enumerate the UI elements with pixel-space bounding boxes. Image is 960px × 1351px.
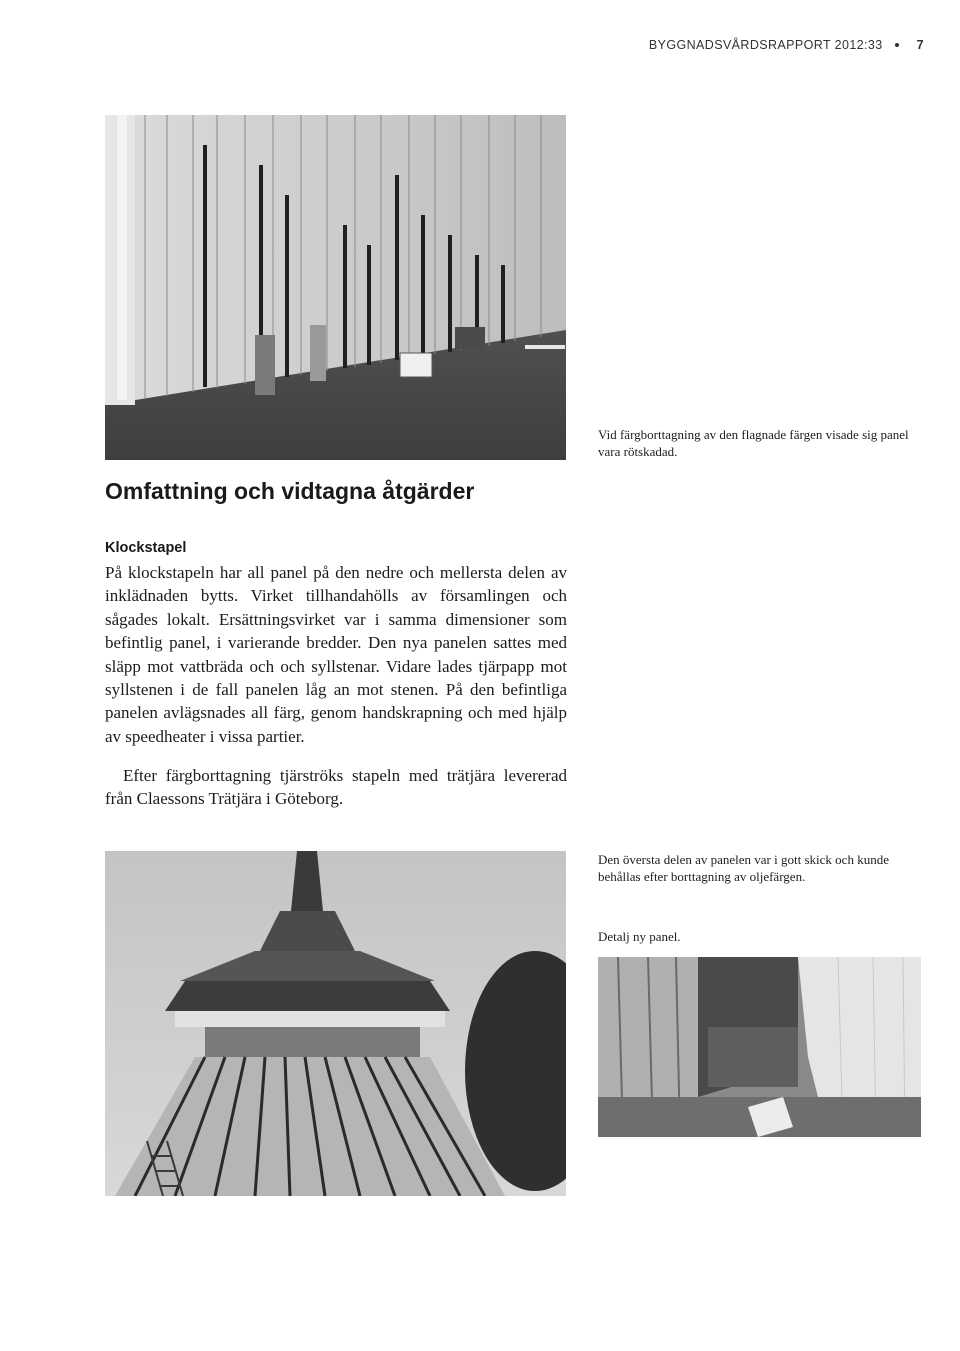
photo-rotten-panel-image bbox=[105, 115, 566, 460]
photo-bell-tower-image bbox=[105, 851, 566, 1196]
photo-bell-tower bbox=[105, 851, 566, 1196]
photo-rotten-panel bbox=[105, 115, 566, 460]
report-title: BYGGNADSVÅRDSRAPPORT 2012:33 bbox=[648, 38, 883, 52]
caption-bell-tower: Den översta delen av panelen var i gott skick och kunde behållas efter borttagning av oljefärgen. bbox=[598, 852, 889, 884]
page-number: 7 bbox=[916, 38, 924, 52]
section-heading: Omfattning och vidtagna åtgärder bbox=[105, 478, 475, 504]
photo-detail-panel-image bbox=[598, 957, 921, 1137]
caption-detail-panel: Detalj ny panel. bbox=[598, 929, 681, 944]
body-paragraph-2: Efter färgborttagning tjärströks stapeln med trätjära levererad från Claessons Trätjära i Göteborg. bbox=[105, 766, 567, 809]
bullet-separator bbox=[895, 43, 899, 47]
body-paragraph-1: På klockstapeln har all panel på den nedre och mellersta delen av inklädnaden bytts. Virket tillhandahölls av församlingen och sågades lokalt. Ersättningsvirket var i samma dimensioner som befintlig panel, i varierande bredder. Den nya panelen sattes med släpp mot vattbräda och och syllstenar. Vidare lades tjärpapp mot syllstenen i de fall panelen låg an mot stenen. På den befintliga panelen avlägsnades all färg, genom handskrapning och med hjälp av speedheater i vissa partier. bbox=[105, 563, 567, 746]
subheading-klockstapel: Klockstapel bbox=[105, 540, 187, 556]
running-header bbox=[649, 38, 924, 52]
caption-rotten-panel: Vid färgborttagning av den flagnade färgen visade sig panel vara rötskadad. bbox=[598, 427, 909, 459]
photo-detail-panel bbox=[598, 957, 921, 1137]
